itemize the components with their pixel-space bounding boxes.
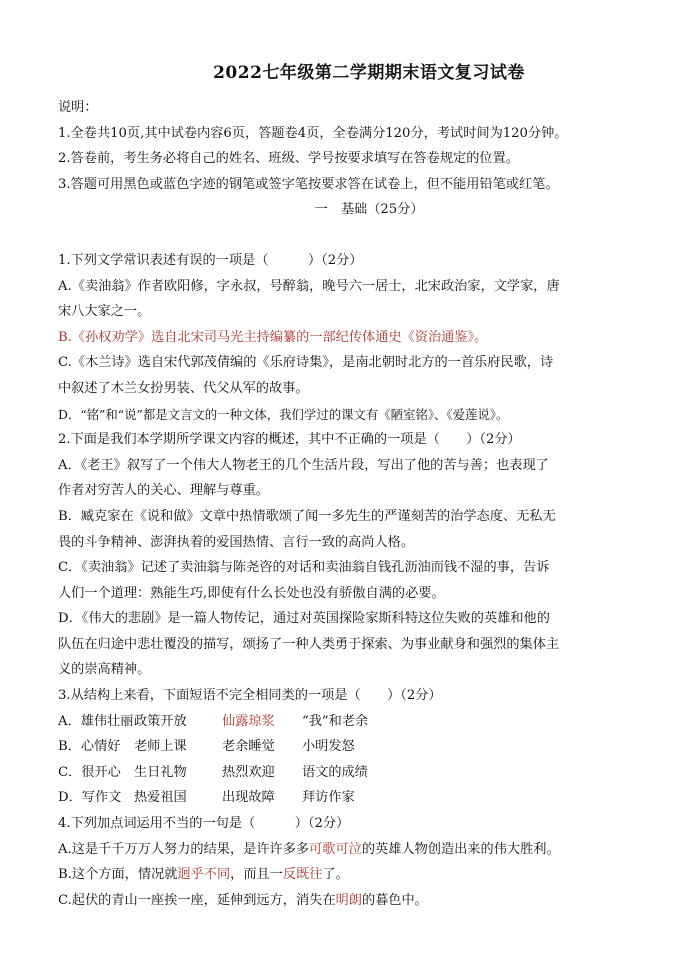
q2-option-b-line2: 畏的斗争精神、澎湃执着的爱国热情、言行一致的高尚人格。 bbox=[58, 534, 415, 550]
q3-b-phrase-1: B．心情好 bbox=[58, 739, 121, 755]
q3-option-b bbox=[58, 734, 650, 760]
q4-b-dotted-word-1: 迥乎不同 bbox=[177, 867, 231, 883]
q2-stem: 2.下面是我们本学期所学课文内容的概述，其中不正确的一项是（ ）（2分） bbox=[58, 432, 521, 448]
q3-option-c bbox=[58, 760, 650, 786]
q3-c-phrase-2: 生日礼物 bbox=[134, 764, 187, 780]
instruction-1: 1.全卷共10页,其中试卷内容6页，答题卷4页，全卷满分120分，考试时间为120分钟。 bbox=[58, 125, 568, 141]
q1-option-c-line1: C.《木兰诗》选自宋代郭茂倩编的《乐府诗集》，是南北朝时北方的一首乐府民歌，诗 bbox=[58, 355, 554, 371]
q3-a-phrase-1: A．雄伟壮丽 bbox=[58, 713, 134, 729]
q1-option-b: B.《孙权劝学》选自北宋司马光主持编纂的一部纪传体通史《资治通鉴》。 bbox=[58, 329, 488, 345]
q1-option-a-line2: 宋八大家之一。 bbox=[58, 304, 151, 320]
q4-c-dotted-word: 明朗 bbox=[335, 892, 362, 908]
q3-d-phrase-2: 热爱祖国 bbox=[134, 790, 187, 806]
q2-option-d-line2: 队伍在归途中悲壮覆没的描写，颂扬了一种人类勇于探索、为事业献身和强烈的集体主 bbox=[58, 636, 560, 652]
q3-a-phrase-3: 仙露琼浆 bbox=[222, 713, 275, 729]
q4-a-text-after: 的英雄人物创造出来的伟大胜利。 bbox=[361, 841, 560, 857]
q4-b-text-before: B.这个方面，情况就 bbox=[58, 867, 178, 883]
instructions-label: 说明： bbox=[58, 100, 98, 115]
q3-d-phrase-1: D．写作文 bbox=[58, 790, 122, 806]
q1-option-d: D．“铭”和“说”都是文言文的一种文体，我们学过的课文有《陋室铭》、《爱莲说》。 bbox=[58, 406, 509, 422]
q1-stem: 1.下列文学常识表述有误的一项是（ ）（2分） bbox=[58, 252, 363, 268]
q1-option-a-line1: A.《卖油翁》作者欧阳修，字永叔，号醉翁，晚号六一居士，北宋政治家，文学家，唐 bbox=[58, 278, 560, 294]
q3-b-phrase-4: 小明发怒 bbox=[302, 739, 355, 755]
q2-option-d-line1: D．《伟大的悲剧》是一篇人物传记，通过对英国探险家斯科特这位失败的英雄和他的 bbox=[58, 611, 550, 627]
q4-b-text-middle: ，而且一 bbox=[230, 867, 283, 883]
q4-c-text-before: C.起伏的青山一座挨一座，延伸到远方，消失在 bbox=[58, 892, 336, 908]
q3-c-phrase-4: 语文的成绩 bbox=[302, 764, 368, 780]
q2-option-a-line1: A．《老王》叙写了一个伟大人物老王的几个生活片段，写出了他的苦与善；也表现了 bbox=[58, 457, 549, 473]
instruction-2: 2.答卷前，考生务必将自己的姓名、班级、学号按要求填写在答卷规定的位置。 bbox=[58, 151, 519, 167]
q4-b-text-after: 了。 bbox=[322, 867, 349, 883]
q1-option-c-line2: 中叙述了木兰女扮男装、代父从军的故事。 bbox=[58, 380, 309, 396]
q2-option-d-line3: 义的崇高精神。 bbox=[58, 662, 151, 678]
q3-c-phrase-3: 热烈欢迎 bbox=[222, 764, 275, 780]
q4-option-b bbox=[58, 862, 650, 888]
q2-option-a-line2: 作者对穷苦人的关心、理解与尊重。 bbox=[58, 483, 269, 499]
q3-b-phrase-2: 老师上课 bbox=[134, 739, 187, 755]
q3-c-phrase-1: C．很开心 bbox=[58, 764, 121, 780]
section-heading: 一 基础（25分） bbox=[314, 202, 424, 218]
q4-option-c bbox=[58, 888, 650, 914]
instruction-3: 3.答题可用黑色或蓝色字迹的钢笔或签字笔按要求答在试卷上，但不能用铅笔或红笔。 bbox=[58, 176, 559, 192]
q3-a-phrase-4: “我”和老余 bbox=[302, 713, 369, 729]
q2-option-b-line1: B．臧克家在《说和做》文章中热情歌颂了闻一多先生的严谨刻苦的治学态度、无私无 bbox=[58, 508, 556, 524]
q4-a-dotted-word: 可歌可泣 bbox=[309, 841, 362, 857]
q4-a-text-before: A.这是千千万万人努力的结果，是许许多多 bbox=[58, 841, 310, 857]
q2-option-c-line1: C．《卖油翁》记述了卖油翁与陈尧咨的对话和卖油翁自钱孔沥油而钱不湿的事，告诉 bbox=[58, 560, 550, 576]
q3-option-d bbox=[58, 785, 650, 811]
q2-option-c-line2: 人们一个道理：熟能生巧,即使有什么长处也没有骄傲自满的必要。 bbox=[58, 585, 445, 601]
q3-option-a bbox=[58, 709, 650, 735]
q3-d-phrase-3: 出现故障 bbox=[222, 790, 275, 806]
q3-stem: 3.从结构上来看，下面短语不完全相同类的一项是（ ）（2分） bbox=[58, 688, 442, 704]
q3-a-phrase-2: 政策开放 bbox=[134, 713, 187, 729]
q4-b-dotted-word-2: 反既往 bbox=[282, 867, 323, 883]
q3-d-phrase-4: 拜访作家 bbox=[302, 790, 355, 806]
page-title: 2022七年级第二学期期末语文复习试卷 bbox=[213, 63, 525, 83]
q3-b-phrase-3: 老余睡觉 bbox=[222, 739, 275, 755]
q4-option-a bbox=[58, 837, 650, 863]
q4-stem: 4.下列加点词运用不当的一句是（ ）（2分） bbox=[58, 816, 350, 832]
q4-c-text-after: 的暮色中。 bbox=[361, 892, 428, 908]
